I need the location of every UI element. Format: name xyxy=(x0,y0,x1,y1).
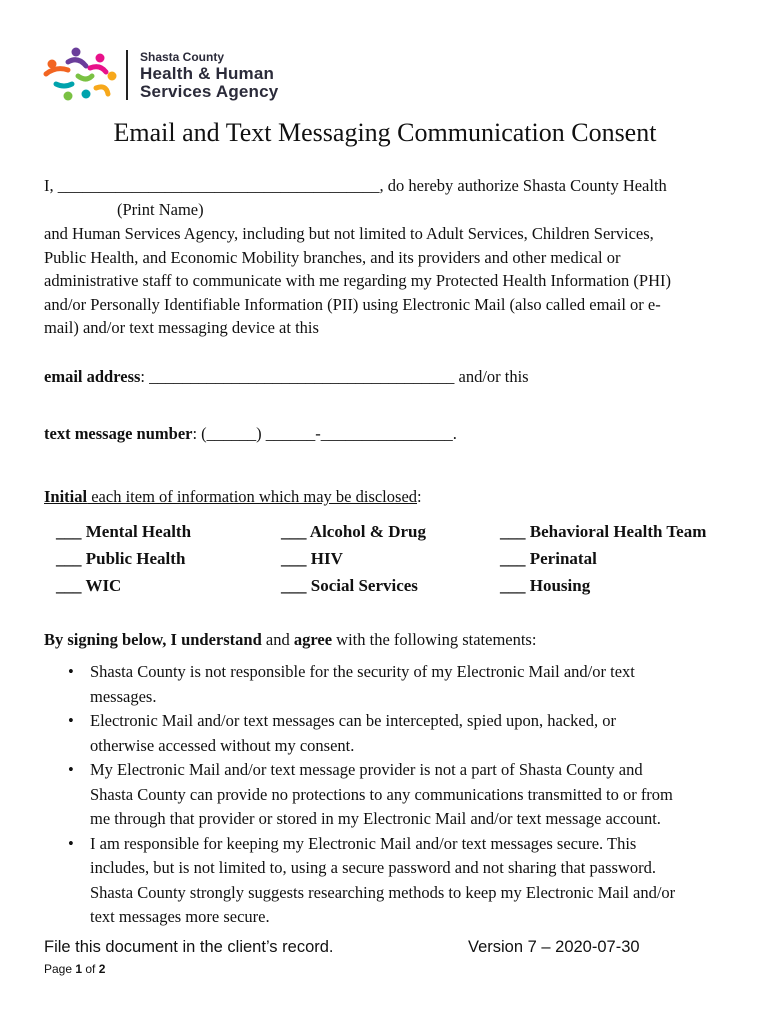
item-perinatal[interactable]: ___ Perinatal xyxy=(500,549,597,568)
intro-paragraph-line: mail) and/or text messaging device at this xyxy=(44,318,319,337)
intro-paragraph xyxy=(44,222,734,340)
document-title: Email and Text Messaging Communication Consent xyxy=(113,118,657,147)
initial-colon: : xyxy=(417,487,422,506)
print-name-label: (Print Name) xyxy=(117,200,204,219)
text-message-number-label: text message number xyxy=(44,424,193,443)
page-number xyxy=(44,962,105,976)
agreement-rest: with the following statements: xyxy=(332,630,537,649)
agreement-bold-agree: agree xyxy=(293,630,333,649)
agreement-intro xyxy=(44,628,536,652)
logo-divider xyxy=(126,50,128,100)
bullet-icon: • xyxy=(68,760,74,779)
agreement-and: and xyxy=(261,630,294,649)
initial-bold-label: Initial xyxy=(44,487,88,506)
agency-logo-mark-icon xyxy=(42,44,122,102)
intro-paragraph-line: administrative staff to communicate with me regarding my Protected Health Information (PHI) xyxy=(44,271,671,290)
statement-item xyxy=(44,709,744,758)
page-prefix: Page xyxy=(44,962,76,976)
intro-paragraph-line: and Human Services Agency, including but not limited to Adult Services, Children Services, xyxy=(44,224,654,243)
email-address-label: email address xyxy=(44,367,141,386)
statement-line: Shasta County strongly suggests researching methods to keep my Electronic Mail and/or xyxy=(90,882,676,902)
intro-paragraph-line: and/or Personally Identifiable Information (PII) using Electronic Mail (also called email or e- xyxy=(44,294,661,314)
statement-line: Shasta County is not responsible for the security of my Electronic Mail and/or text xyxy=(90,662,635,681)
page-current: 1 xyxy=(75,962,83,976)
item-behavioral-health-team[interactable]: ___ Behavioral Health Team xyxy=(500,522,707,541)
statement-line: I am responsible for keeping my Electronic Mail and/or text messages secure. This xyxy=(90,833,637,853)
initial-instruction-text: each item of information which may be disclosed xyxy=(87,487,418,506)
agreement-bold-understand: By signing below, I understand xyxy=(44,630,262,649)
logo-text-line3: Services Agency xyxy=(140,82,279,101)
text-message-number-blank: : (______) ______-________________. xyxy=(192,424,457,443)
footer-file-note: File this document in the client’s record. xyxy=(44,938,334,956)
statements-list xyxy=(44,660,744,930)
statement-line: text messages more secure. xyxy=(90,907,270,926)
bullet-icon: • xyxy=(68,711,74,730)
agency-logo xyxy=(42,44,332,104)
bullet-icon: • xyxy=(68,662,74,681)
statement-line: My Electronic Mail and/or text message provider is not a part of Shasta County and xyxy=(90,760,643,779)
page-of: of xyxy=(82,962,99,976)
footer-version: Version 7 – 2020-07-30 xyxy=(468,938,640,956)
statement-line: messages. xyxy=(90,686,157,706)
item-mental-health[interactable]: ___ Mental Health xyxy=(56,522,192,541)
statement-item xyxy=(44,832,744,930)
item-social-services[interactable]: ___ Social Services xyxy=(281,576,418,595)
statement-item xyxy=(44,660,744,709)
statement-line: me through that provider or stored in my Electronic Mail and/or text message account. xyxy=(90,809,661,828)
email-address-field[interactable] xyxy=(44,365,529,389)
intro-paragraph-line: Public Health, and Economic Mobility branches, and its providers and other medical or xyxy=(44,247,621,267)
item-public-health[interactable]: ___ Public Health xyxy=(56,549,186,568)
initial-instruction xyxy=(44,485,422,509)
item-housing[interactable]: ___ Housing xyxy=(500,576,591,595)
logo-text-line2: Health & Human xyxy=(140,64,275,83)
item-alcohol-drug[interactable]: ___ Alcohol & Drug xyxy=(281,522,426,541)
item-hiv[interactable]: ___ HIV xyxy=(281,549,343,568)
logo-text-line1: Shasta County xyxy=(140,50,225,64)
bullet-icon: • xyxy=(68,833,74,853)
text-message-number-field[interactable] xyxy=(44,422,457,446)
email-address-blank: : _____________________________________ and/or this xyxy=(140,367,529,386)
intro-authorize-line: I, _______________________________________, do hereby authorize Shasta County Health xyxy=(44,176,667,195)
page-total: 2 xyxy=(98,962,106,976)
statement-line: Electronic Mail and/or text messages can be intercepted, spied upon, hacked, or xyxy=(90,711,616,730)
statement-item xyxy=(44,758,744,832)
statement-line: includes, but is not limited to, using a secure password and not sharing that password. xyxy=(90,858,656,877)
item-wic[interactable]: ___ WIC xyxy=(56,576,122,595)
statement-line: Shasta County can provide no protections to any communications transmitted to or from xyxy=(90,784,673,804)
statement-line: otherwise accessed without my consent. xyxy=(90,735,355,755)
